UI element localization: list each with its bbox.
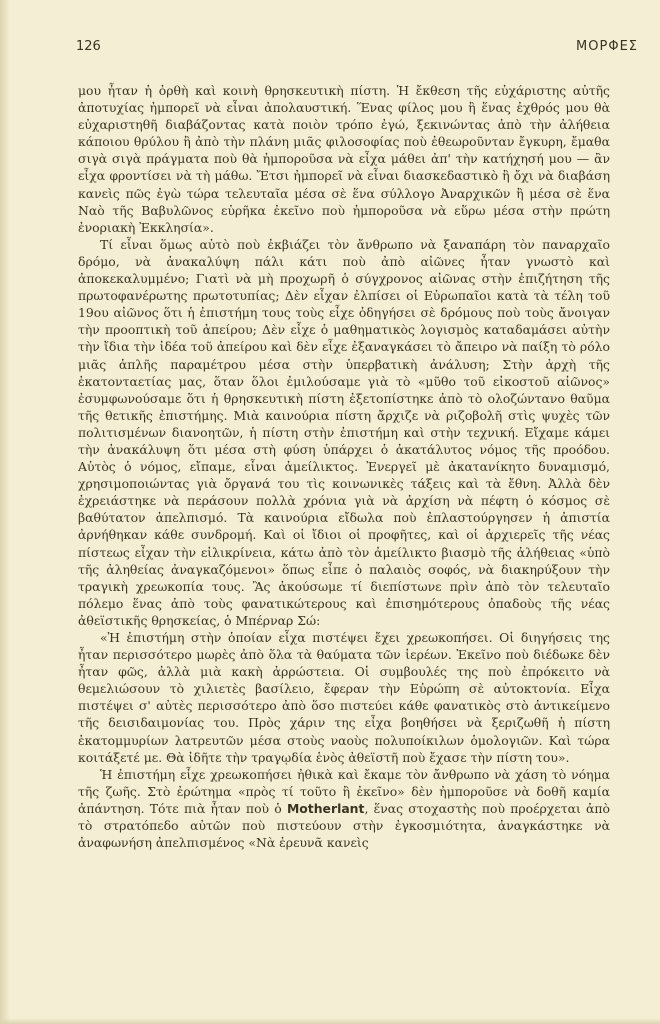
journal-title: ΜΟΡΦΕΣ bbox=[576, 39, 638, 54]
paragraph-4 bbox=[78, 766, 610, 851]
paragraph-1: μου ἦταν ἡ ὀρθὴ καὶ κοινὴ θρησκευτικὴ πίστη. Ἡ ἔκθεση τῆς εὐχάριστης αὐτῆς ἀποτυχίας ἠμπορεῖ νὰ εἶναι ἀπολαυστική. Ἕνας φίλος μου ἢ ἕνας ἐχθρός μου θὰ εὐχαριστηθῆ διαβάζοντας κατὰ ποιὸν τρόπο ἐγώ, ξεκινώντας ἀπὸ τὴν ἀλήθεια κάποιου θρύλου ἢ ἀπὸ τὴν πλάνη μιᾶς φιλοσοφίας ποὺ ἐθεωροῦνταν ἔγκυρη, ἔμαθα σιγὰ σιγὰ πράγματα ποὺ θὰ ἠμποροῦσα νὰ εἶχα μάθει ἀπ' τὴν κατήχησή μου — ἂν εἶχα φροντίσει νὰ τὴ μάθω. Ἔτσι ἠμπορεῖ νὰ εἶναι διασκεδαστικὸ ἢ ὄχι νὰ διαβάση κανεὶς πῶς ἐγὼ τώρα τελευταῖα μέσα σὲ ἕνα σύλλογο Ἀναρχικῶν ἢ μέσα σὲ ἕνα Ναὸ τῆς Βαβυλῶνος εὑρῆκα ἐκεῖνο ποὺ ἠμποροῦσα νὰ εὕρω μέσα στὴν πρώτη ἐνοριακὴ Ἐκκλησία». bbox=[78, 83, 610, 235]
page-bottom-shadow bbox=[0, 1018, 660, 1024]
running-header bbox=[76, 39, 638, 57]
paragraph-2: Τί εἶναι ὅμως αὐτὸ ποὺ ἐκβιάζει τὸν ἄνθρωπο νὰ ξαναπάρη τὸν παναρχαῖο δρόμο, νὰ ἀνακαλύψη πάλι κάτι ποὺ ἀπὸ αἰῶνες ἦταν γνωστὸ καὶ ἀποκεκαλυμμένο; Γιατὶ νὰ μὴ προχωρῆ ὁ σύγχρονος αἰῶνας στὴν ἐπιζήτηση τῆς πρωτοφανέρωτης πρωτοτυπίας; Δὲν εἶχαν ἐλπίσει οἱ Εὐρωπαῖοι κατὰ τὰ τέλη τοῦ 19ου αἰῶνος ὅτι ἡ ἐπιστήμη τους τοὺς εἶχε ὁδηγήσει σὲ δρόμους ποὺ τοὺς ἄνοιγαν τὴν προοπτικὴ τοῦ ἀπείρου; Δὲν εἶχε ὁ μαθηματικὸς λογισμὸς καταδαμάσει αὐτὴν τὴν ἴδια τὴν ἰδέα τοῦ ἀπείρου καὶ δὲν εἶχε ἐξαναγκάσει τὸ ἄπειρο νὰ παίξη τὸ ρόλο μιᾶς ἁπλῆς παραμέτρου μέσα στὴν ὑπερβατικὴ ἀνάλυση; Στὴν ἀρχὴ τῆς ἑκατονταετίας μας, ὅταν ὅλοι ἐμιλούσαμε γιὰ τὸ «μῦθο τοῦ εἰκοστοῦ αἰῶνος» ἐσυμφωνούσαμε ὅτι ἡ θρησκευτικὴ πίστη ἐξετοπίστηκε ἀπὸ τὸ ολοζώντανο θαῦμα τῆς θετικῆς ἐπιστήμης. Μιὰ καινούρια πίστη ἄρχιζε νὰ ριζοβολῆ στὶς ψυχὲς τῶν πολιτισμένων διανοητῶν, ἡ πίστη στὴν ἐπιστήμη καὶ στὴν τεχνική. Εἴχαμε κάμει τὴν ἀνακάλυψη ὅτι μέσα στὴ φύση ὑπάρχει ὁ ἀκατάλυτος νόμος τῆς προόδου. Αὐτὸς ὁ νόμος, εἴπαμε, εἶναι ἀμείλικτος. Ἐνεργεῖ μὲ ἀκατανίκητο δυναμισμό, χρησιμοποιώντας γιὰ ὄργανά του τὶς κοινωνικὲς τάξεις καὶ τὰ ἔθνη. Ἀλλὰ δὲν ἐχρειάστηκε νὰ περάσουν πολλὰ χρόνια γιὰ νὰ ἀρχίση νὰ πέφτη ὁ κόσμος σὲ βαθύτατον ἀπελπισμό. Τὰ καινούρια εἴδωλα ποὺ ἐπλαστούργησεν ἡ ἀπιστία ἀρνήθηκαν κάθε συνδρομή. Καὶ οἱ ἴδιοι οἱ προφῆτες, καὶ οἱ ἀρχιερεῖς τῆς νέας πίστεως εἶχαν τὴν εἰλικρίνεια, κάτω ἀπὸ τὸν ἀμείλικτο βιασμὸ τῆς ἀλήθειας «ὑπὸ τῆς ἀληθείας ἀναγκαζόμενοι» ὅπως εἶπε ὁ παλαιὸς σοφός, νὰ διακηρύξουν τὴν τραγικὴ χρεωκοπία τους. Ἂς ἀκούσωμε τί διεπίστωνε πρὶν ἀπὸ τὸν τελευταῖο πόλεμο ἕνας ἀπὸ τοὺς φανατικώτερους καὶ ἐπισημότερους ὀπαδοὺς τῆς νέας ἀθεϊστικῆς θρησκείας, ὁ Μπέρναρ Σώ: bbox=[78, 236, 610, 628]
paragraph-4-start: Ἡ ἐπιστήμη εἶχε χρεωκοπήσει ἠθικὰ καὶ ἔκαμε τὸν ἄνθρωπο νὰ χάση τὸ νόημα τῆς ζωῆς. Στὸ ἐρώτημα «πρὸς τί τοῦτο ἢ ἐκεῖνο» δὲν ἠμποροῦσε νὰ δοθῆ καμία ἀπάντηση. Τότε πιὰ ἦταν ποὺ ὁ bbox=[78, 766, 610, 816]
paragraph-4-bold-name: Motherlant bbox=[286, 800, 365, 816]
page-edge-shadow bbox=[0, 0, 10, 1024]
page-number: 126 bbox=[76, 39, 101, 54]
body-text bbox=[78, 82, 610, 851]
paragraph-3-quote: «Ἡ ἐπιστήμη στὴν ὁποίαν εἶχα πιστέψει ἔχει χρεωκοπήσει. Οἱ διηγήσεις της ἦταν περισσότερο μωρὲς ἀπὸ ὅλα τὰ θαύματα τῶν ἱερέων. Ἐκεῖνο ποὺ διέδωκε δὲν ἦταν φῶς, ἀλλὰ μιὰ κακὴ ἀρρώστεια. Οἱ συμβουλές της ποὺ ἐπρόκειτο νὰ θεμελιώσουν τὸ χιλιετὲς βασίλειο, ἔφεραν τὴν Εὐρώπη σὲ αὐτοκτονία. Εἶχα πιστέψει σ' αὐτὲς περισσότερο ἀπὸ ὅσο πιστεύει κάθε φανατικὸς στὸ ἀντικείμενο τῆς δεισιδαιμονίας του. Πρὸς χάριν της εἶχα βοηθήσει νὰ ξεριζωθῆ ἡ πίστη ἑκατομμυρίων λατρευτῶν μέσα στοὺς ναοὺς πολυποίκιλων ὁμολογιῶν. Καὶ τώρα κοιτάξετέ με. Θὰ ἰδῆτε τὴν τραγῳδία ἑνὸς ἀθεϊστῆ ποὺ ἔχασε τὴν πίστη του». bbox=[78, 630, 610, 765]
paragraph-4-end: , ἕνας στοχαστὴς ποὺ προέρχεται ἀπὸ τὸ στρατόπεδο αὐτῶν ποὺ πιστεύουν στὴν ἐγκοσμιότητα, ἀναγκάστηκε νὰ ἀναφωνήση ἀπελπισμένος «Νὰ ἐρευνᾶ κανεὶς bbox=[78, 800, 610, 851]
